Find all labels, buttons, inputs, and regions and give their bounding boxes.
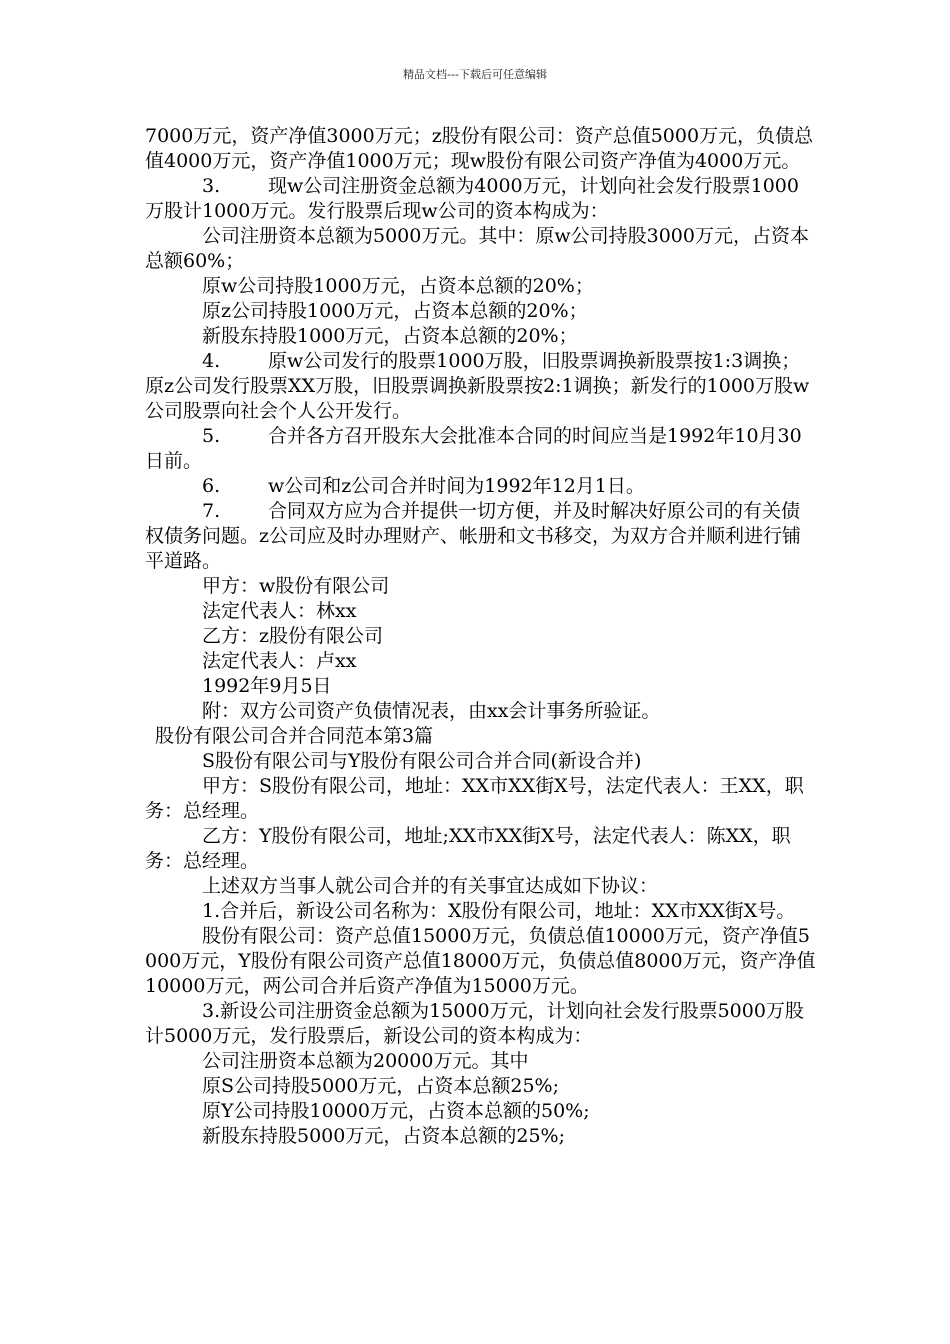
appendix-line: 附：双方公司资产负债情况表，由xx会计事务所验证。	[202, 700, 661, 722]
paragraph-text: 原w公司发行的股票1000万股，旧股票调换新股票按1:3调换；原z公司发行股票XX万股，旧股票调换新股票按2:1调换；新发行的1000万股w公司股票向社会个人公开发行。	[145, 350, 810, 422]
numbered-paragraph	[145, 474, 817, 499]
paragraph: 原S公司持股5000万元，占资本总额25%;	[202, 1075, 560, 1097]
paragraph-number: 5.	[202, 425, 221, 447]
paragraph: 甲方：S股份有限公司，地址：XX市XX街X号，法定代表人：王XX，职务：总经理。	[145, 775, 804, 822]
date-line: 1992年9月5日	[202, 675, 332, 697]
paragraph-number: 7.	[202, 500, 221, 522]
numbered-paragraph	[145, 499, 817, 574]
paragraph-number: 4.	[202, 350, 221, 372]
paragraph: 原w公司持股1000万元，占资本总额的20%；	[202, 275, 594, 297]
paragraph: 新股东持股5000万元，占资本总额的25%;	[202, 1125, 565, 1147]
party-b-line: 乙方：z股份有限公司	[202, 625, 384, 647]
party-a-line: 甲方：w股份有限公司	[202, 575, 390, 597]
page-header: 精品文档---下载后可任意编辑	[403, 68, 547, 81]
numbered-paragraph	[145, 424, 817, 474]
paragraph-text: 合同双方应为合并提供一切方便，并及时解决好原公司的有关债权债务问题。z公司应及时办理财产、帐册和文书移交，为双方合并顺利进行铺平道路。	[145, 500, 802, 572]
paragraph: 股份有限公司：资产总值15000万元，负债总值10000万元，资产净值5000万元，Y股份有限公司资产总值18000万元，负债总值8000万元，资产净值10000万元，两公司合并后资产净值为15000万元。	[145, 925, 816, 997]
paragraph: 原Y公司持股10000万元，占资本总额的50%;	[202, 1100, 590, 1122]
paragraph-number: 6.	[202, 475, 221, 497]
paragraph: 1.合并后，新设公司名称为：X股份有限公司，地址：XX市XX街X号。	[202, 900, 796, 922]
document-body	[145, 124, 817, 1149]
paragraph-text: 合并各方召开股东大会批准本合同的时间应当是1992年10月30日前。	[145, 425, 802, 472]
paragraph: 上述双方当事人就公司合并的有关事宜达成如下协议：	[202, 875, 659, 897]
representative-a-line: 法定代表人：林xx	[202, 600, 357, 622]
paragraph: 7000万元，资产净值3000万元；z股份有限公司：资产总值5000万元，负债总值4000万元，资产净值1000万元；现w股份有限公司资产净值为4000万元。	[145, 125, 814, 172]
paragraph: 公司注册资本总额为5000万元。其中：原w公司持股3000万元，占资本总额60%；	[145, 225, 809, 272]
contract-title: S股份有限公司与Y股份有限公司合并合同(新设合并)	[202, 750, 642, 772]
paragraph-text: 现w公司注册资金总额为4000万元，计划向社会发行股票1000万股计1000万元。发行股票后现w公司的资本构成为：	[145, 175, 799, 222]
numbered-paragraph	[145, 349, 817, 424]
paragraph: 公司注册资本总额为20000万元。其中	[202, 1050, 529, 1072]
paragraph: 原z公司持股1000万元，占资本总额的20%；	[202, 300, 588, 322]
paragraph: 新股东持股1000万元，占资本总额的20%；	[202, 325, 578, 347]
paragraph: 3.新设公司注册资金总额为15000万元，计划向社会发行股票5000万股计5000万元，发行股票后，新设公司的资本构成为：	[145, 1000, 804, 1047]
paragraph-text: w公司和z公司合并时间为1992年12月1日。	[268, 475, 645, 497]
paragraph: 乙方：Y股份有限公司，地址;XX市XX街X号，法定代表人：陈XX，职务：总经理。	[145, 825, 791, 872]
paragraph-number: 3.	[202, 175, 221, 197]
representative-b-line: 法定代表人：卢xx	[202, 650, 357, 672]
section-title: 股份有限公司合并合同范本第3篇	[155, 725, 434, 747]
numbered-paragraph	[145, 174, 817, 224]
